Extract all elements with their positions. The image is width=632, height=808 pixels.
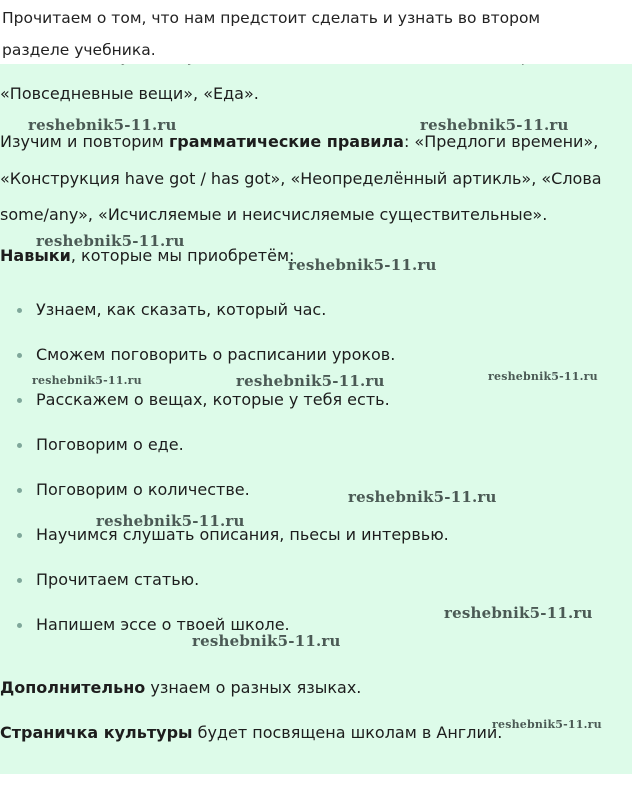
watermark: reshebnik5-11.ru: [236, 372, 385, 390]
skills-rest: , которые мы приобретём:: [70, 246, 295, 265]
clipped-vocab-line: [0, 64, 632, 72]
watermark: reshebnik5-11.ru: [28, 116, 177, 134]
vocab-line: «Повседневные вещи», «Еда».: [0, 84, 259, 103]
intro-text: Прочитаем о том, что нам предстоит сделать и узнать во втором разделе учебника.: [2, 9, 541, 59]
list-item: Поговорим о количестве.: [0, 472, 449, 517]
skills-bold: Навыки: [0, 246, 71, 265]
grammar-paragraph: [0, 124, 620, 234]
list-item: Прочитаем статью.: [0, 562, 449, 607]
grammar-bold: грамматические правила: [168, 132, 404, 151]
list-item: Расскажем о вещах, которые у тебя есть.: [0, 382, 449, 427]
grammar-rest: : «Предлоги времени», «Конструкция have got / has got», «Неопределённый артикль», «Слова some/any», «Исчисляемые и неисчисляемые существительные».: [0, 132, 602, 224]
list-item: Напишем эссе о твоей школе.: [0, 607, 449, 652]
watermark: reshebnik5-11.ru: [492, 718, 602, 731]
watermark: reshebnik5-11.ru: [36, 232, 185, 250]
watermark: reshebnik5-11.ru: [444, 604, 593, 622]
watermark: reshebnik5-11.ru: [348, 488, 497, 506]
grammar-lead: Изучим и повторим: [0, 132, 169, 151]
content-panel: [0, 64, 632, 774]
list-item: Сможем поговорить о расписании уроков.: [0, 337, 449, 382]
list-item: Поговорим о еде.: [0, 427, 449, 472]
list-item: Узнаем, как сказать, который час.: [0, 292, 449, 337]
watermark: reshebnik5-11.ru: [32, 374, 142, 387]
culture-bold: Страничка культуры: [0, 723, 193, 742]
extra-paragraph: [0, 670, 620, 707]
watermark: reshebnik5-11.ru: [96, 512, 245, 530]
list-item: Научимся слушать описания, пьесы и интервью.: [0, 517, 449, 562]
culture-rest: будет посвящена школам в Англии.: [192, 723, 503, 742]
skills-list: [0, 292, 449, 652]
watermark: reshebnik5-11.ru: [192, 632, 341, 650]
extra-rest: узнаем о разных языках.: [145, 678, 362, 697]
watermark: reshebnik5-11.ru: [288, 256, 437, 274]
watermark: reshebnik5-11.ru: [420, 116, 569, 134]
watermark: reshebnik5-11.ru: [488, 370, 598, 383]
extra-bold: Дополнительно: [0, 678, 146, 697]
